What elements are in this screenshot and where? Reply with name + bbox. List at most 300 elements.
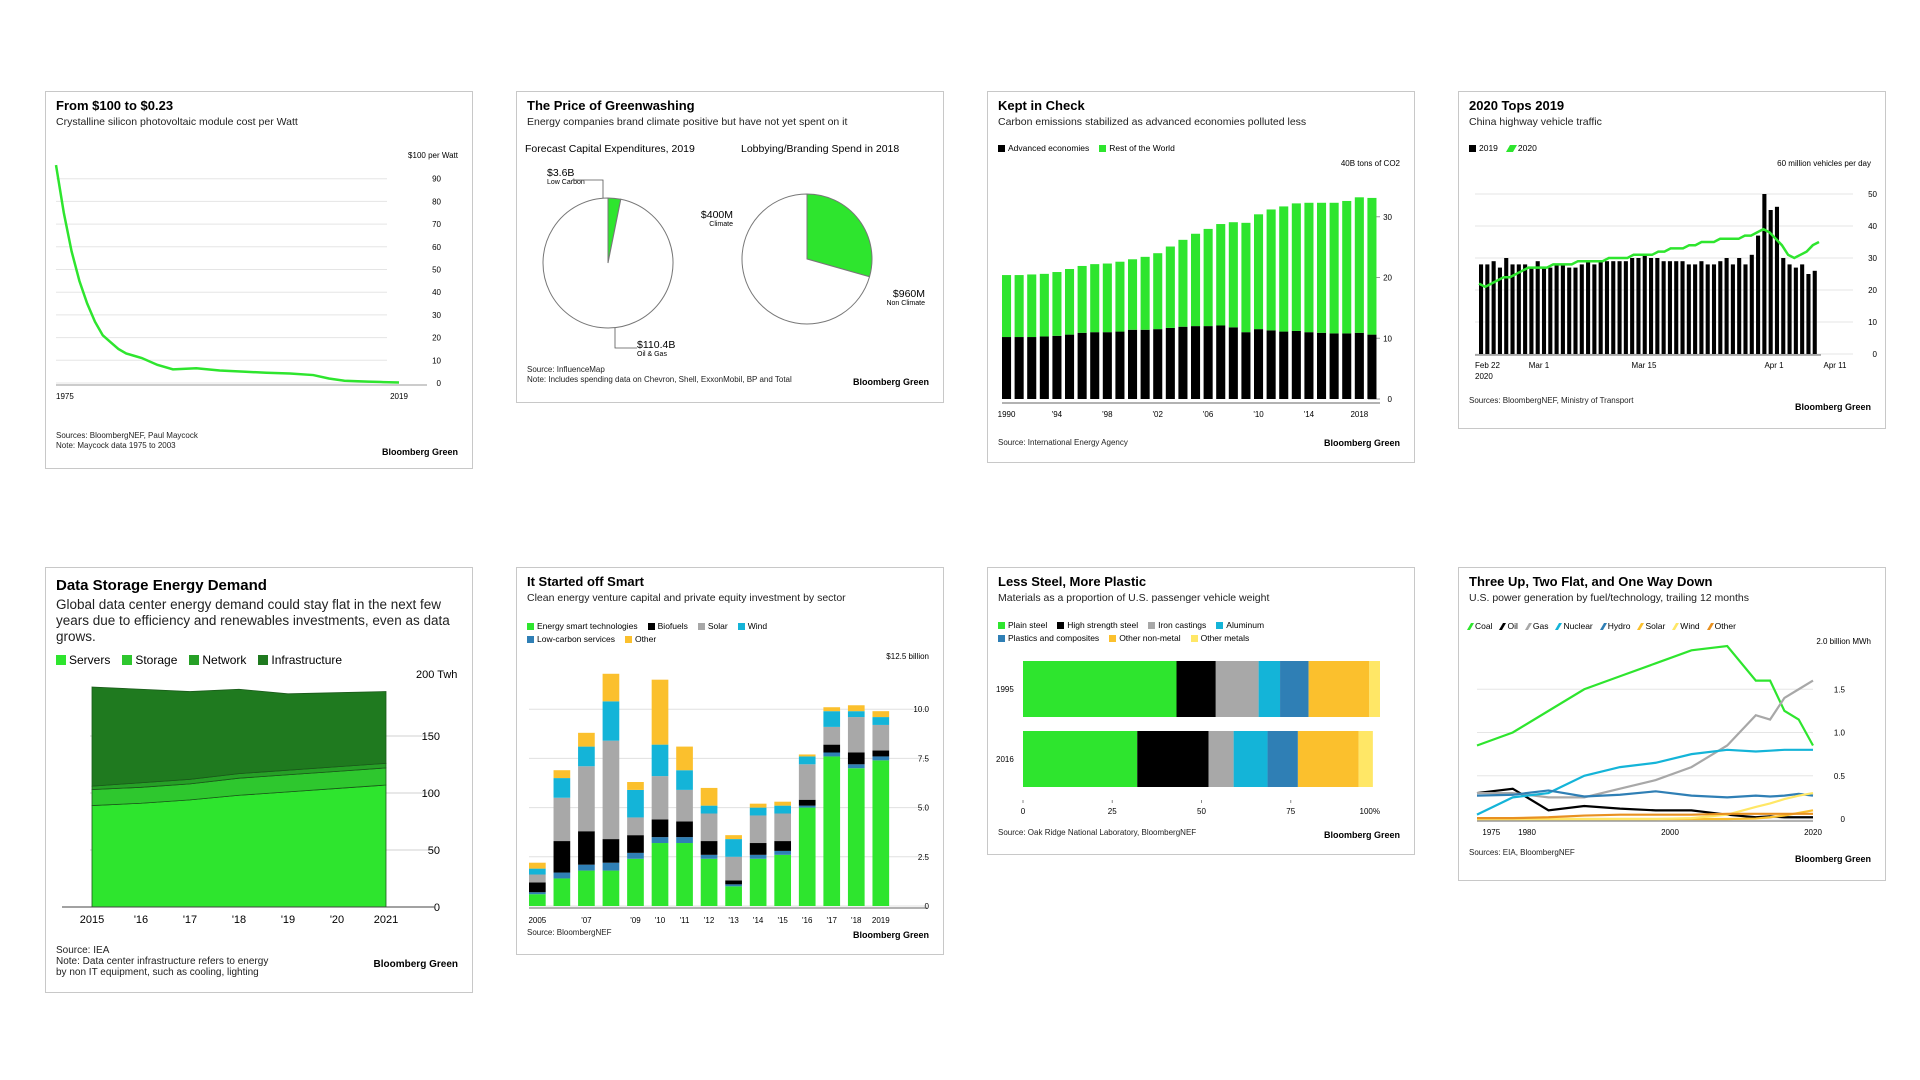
- legend-item: Plain steel: [998, 620, 1047, 630]
- y-tick-label: 0: [1387, 395, 1392, 404]
- bar-segment: [627, 853, 644, 859]
- vehicle-materials-bars: [988, 568, 1416, 856]
- bar-segment: [1268, 731, 1298, 787]
- x-tick-label: 2020: [1804, 828, 1822, 837]
- bar-2019: [1636, 258, 1640, 354]
- bar-segment: [529, 863, 546, 869]
- bar-segment: [848, 768, 865, 906]
- bar-segment: [676, 821, 693, 837]
- y-tick-label: 0: [436, 379, 441, 388]
- bar-segment: [799, 764, 816, 799]
- bar-segment: [774, 806, 791, 814]
- bar-segment: [603, 674, 620, 702]
- leader-line: [615, 328, 637, 348]
- bar-segment: [848, 705, 865, 711]
- bar-segment: [652, 843, 669, 906]
- legend-item: 2019: [1469, 143, 1498, 153]
- bar-2019: [1813, 271, 1817, 354]
- bar-segment: [1153, 329, 1162, 399]
- chart-subtitle: U.S. power generation by fuel/technology, trailing 12 months: [1469, 592, 1749, 604]
- legend-item: Solar: [1639, 621, 1665, 631]
- y-tick-label: 10: [1868, 318, 1877, 327]
- bar-segment: [554, 778, 571, 798]
- line-coal: [1477, 646, 1813, 745]
- bar-2019: [1630, 258, 1634, 354]
- bar-segment: [823, 707, 840, 711]
- bar-segment: [1002, 337, 1011, 399]
- x-tick-label: 1980: [1518, 828, 1536, 837]
- bar-segment: [725, 839, 742, 857]
- pv-cost-chart: [45, 91, 473, 469]
- bar-segment: [1027, 337, 1036, 399]
- bar-segment: [603, 701, 620, 740]
- bar-segment: [725, 884, 742, 886]
- legend-item: Advanced economies: [998, 143, 1089, 153]
- bar-segment: [701, 841, 718, 855]
- chart-title: 2020 Tops 2019: [1469, 98, 1565, 113]
- bar-segment: [529, 882, 546, 892]
- x-tick-label: 2021: [373, 914, 399, 926]
- bar-segment: [1178, 327, 1187, 399]
- y-tick-label: 20: [432, 333, 441, 343]
- bar-2019: [1674, 261, 1678, 354]
- legend-item: Other non-metal: [1109, 633, 1180, 643]
- brand-label: Bloomberg Green: [1794, 402, 1871, 412]
- bar-segment: [627, 817, 644, 835]
- legend-item: Energy smart technologies: [527, 621, 638, 631]
- power-generation-lines: [1459, 568, 1887, 882]
- bar-segment: [1153, 253, 1162, 329]
- legend-item: Solar: [698, 621, 728, 631]
- brand-label: Bloomberg Green: [1323, 830, 1400, 840]
- bar-segment: [676, 837, 693, 843]
- y-tick-label: 10: [1383, 334, 1392, 344]
- source-note: Source: Oak Ridge National Laboratory, BloombergNEF: [998, 828, 1197, 837]
- bar-2019: [1517, 264, 1521, 354]
- bar-segment: [1241, 223, 1250, 332]
- bar-2019: [1536, 261, 1540, 354]
- bar-segment: [848, 752, 865, 764]
- legend-item: Plastics and composites: [998, 633, 1099, 643]
- bar-segment: [1355, 197, 1364, 332]
- x-tick-label: '18: [231, 914, 247, 926]
- bar-segment: [1178, 240, 1187, 327]
- bar-segment: [1216, 224, 1225, 325]
- bar-segment: [1128, 330, 1137, 399]
- chart-subtitle: Crystalline silicon photovoltaic module cost per Watt: [56, 116, 298, 128]
- bar-segment: [1023, 661, 1177, 717]
- bar-segment: [578, 733, 595, 747]
- vehicle-materials-chart: [987, 567, 1415, 855]
- bar-segment: [1367, 198, 1376, 335]
- bar-segment: [1141, 257, 1150, 330]
- bar-segment: [676, 747, 693, 771]
- y-tick-label: 0: [433, 902, 440, 914]
- bar-segment: [1359, 731, 1373, 787]
- y-tick-label: 0: [1872, 350, 1877, 359]
- vehicle-traffic-chart: [1458, 91, 1886, 429]
- x-tick-label: 2000: [1661, 828, 1679, 837]
- source-note: Source: IEA Note: Data center infrastructure refers to energy by non IT equipment, such as cooling, lighting: [56, 945, 269, 978]
- bar-segment: [676, 843, 693, 906]
- chart-subtitle: Materials as a proportion of U.S. passenger vehicle weight: [998, 592, 1270, 604]
- legend-item: Gas: [1527, 621, 1549, 631]
- bar-segment: [1078, 266, 1087, 333]
- bar-segment: [1115, 332, 1124, 399]
- bar-segment: [774, 802, 791, 806]
- bar-segment: [652, 776, 669, 819]
- bar-segment: [799, 754, 816, 756]
- bar-segment: [872, 760, 889, 906]
- y-tick-label: 90: [432, 174, 441, 184]
- bar-2019: [1599, 261, 1603, 354]
- x-tick-label: Apr 1: [1764, 361, 1784, 370]
- y-tick-label: 2.5: [917, 852, 929, 862]
- chart-subtitle: Global data center energy demand could stay flat in the next few years due to efficiency and renewables investments, even as data grows.: [56, 597, 450, 644]
- bar-segment: [725, 835, 742, 839]
- x-tick-label: '20: [329, 914, 345, 926]
- legend-item: Hydro: [1602, 621, 1631, 631]
- bar-segment: [1078, 333, 1087, 399]
- right-pie-header: Lobbying/Branding Spend in 2018: [741, 143, 900, 155]
- bar-segment: [1065, 335, 1074, 399]
- y-tick-label: 100: [421, 788, 440, 800]
- source-note: Sources: BloombergNEF, Paul Maycock Note: Maycock data 1975 to 2003: [56, 431, 198, 450]
- bar-segment: [701, 859, 718, 906]
- bar-segment: [1330, 333, 1339, 399]
- bar-segment: [1304, 203, 1313, 332]
- bar-segment: [1216, 325, 1225, 399]
- bar-segment: [1141, 330, 1150, 399]
- bar-segment: [1040, 336, 1049, 399]
- legend-item: Iron castings: [1148, 620, 1206, 630]
- pie-slice: [543, 198, 673, 328]
- bar-2019: [1680, 261, 1684, 354]
- bar-segment: [1229, 222, 1238, 327]
- bar-segment: [1002, 275, 1011, 337]
- bar-segment: [1103, 264, 1112, 333]
- bar-segment: [774, 851, 791, 855]
- bar-segment: [750, 843, 767, 855]
- bar-segment: [1234, 731, 1268, 787]
- x-tick-label: '13: [728, 916, 739, 925]
- bar-2019: [1605, 261, 1609, 354]
- legend-item: Coal: [1469, 621, 1492, 631]
- y-tick-label: 5.0: [917, 803, 929, 813]
- bar-segment: [725, 880, 742, 884]
- y-tick-label: 0.5: [1833, 771, 1845, 781]
- slice-label: Climate: [709, 221, 733, 228]
- bar-2019: [1781, 258, 1785, 354]
- bar-segment: [603, 839, 620, 863]
- bar-2019: [1762, 194, 1766, 354]
- bar-segment: [1191, 326, 1200, 399]
- bar-segment: [1254, 214, 1263, 329]
- x-tick-label: Feb 22: [1475, 361, 1500, 370]
- bar-segment: [1040, 274, 1049, 337]
- bar-segment: [1115, 262, 1124, 332]
- bar-segment: [725, 857, 742, 881]
- x-tick-label: '16: [801, 916, 813, 925]
- legend-item: Wind: [738, 621, 767, 631]
- y-tick-label: 20: [1868, 286, 1877, 295]
- x-tick-label: '11: [679, 916, 690, 925]
- x-tick-label: '18: [851, 916, 862, 925]
- x-tick-label: 1975: [1482, 828, 1501, 837]
- bar-segment: [1052, 272, 1061, 336]
- bar-segment: [1209, 731, 1234, 787]
- bar-2019: [1492, 261, 1496, 354]
- bar-segment: [652, 819, 669, 837]
- bar-segment: [1355, 333, 1364, 399]
- chart-subtitle: China highway vehicle traffic: [1469, 116, 1602, 128]
- data-center-chart: [45, 567, 473, 993]
- legend-item: Storage: [122, 653, 177, 667]
- x-tick-label: '14: [752, 916, 764, 925]
- y-tick-label: 80: [432, 197, 441, 207]
- bar-segment: [652, 680, 669, 745]
- bar-segment: [529, 869, 546, 875]
- x-tick-label: '06: [1202, 410, 1214, 419]
- bar-segment: [750, 859, 767, 906]
- bar-segment: [1015, 275, 1024, 337]
- bar-segment: [872, 711, 889, 717]
- bar-2019: [1743, 264, 1747, 354]
- x-tick-label: '07: [581, 916, 592, 925]
- pv-cost-line: [56, 165, 399, 382]
- x-tick-label: '16: [133, 914, 149, 926]
- bar-segment: [799, 756, 816, 764]
- bar-segment: [823, 727, 840, 745]
- slice-value: $3.6B: [547, 167, 575, 179]
- source-note: Source: BloombergNEF: [527, 928, 612, 937]
- bar-2019: [1580, 264, 1584, 354]
- bar-segment: [1304, 332, 1313, 399]
- x-tick-label: '12: [703, 916, 715, 925]
- bar-2019: [1756, 236, 1760, 354]
- bar-2019: [1573, 268, 1577, 354]
- unit-label: $100 per Watt: [408, 151, 458, 160]
- y-tick-label: 7.5: [917, 754, 929, 764]
- bar-segment: [1027, 274, 1036, 337]
- slice-label: Low Carbon: [547, 179, 585, 186]
- power-generation-chart: [1458, 567, 1886, 881]
- bar-2019: [1611, 261, 1615, 354]
- bar-segment: [823, 752, 840, 756]
- bar-segment: [848, 717, 865, 752]
- bar-segment: [627, 859, 644, 906]
- y-tick-label: 70: [432, 220, 441, 230]
- bar-segment: [1292, 203, 1301, 331]
- slice-label: Non Climate: [886, 300, 925, 307]
- bar-2019: [1542, 268, 1546, 354]
- bar-segment: [529, 875, 546, 883]
- source-note: Source: International Energy Agency: [998, 438, 1128, 447]
- bar-segment: [1204, 326, 1213, 399]
- bar-segment: [848, 764, 865, 768]
- y-tick-label: 1995: [996, 685, 1014, 694]
- bar-2019: [1731, 264, 1735, 354]
- bar-2019: [1806, 274, 1810, 354]
- greenwashing-chart: [516, 91, 944, 403]
- slice-label: Oil & Gas: [637, 351, 667, 358]
- brand-label: Bloomberg Green: [1794, 854, 1871, 864]
- bar-segment: [529, 894, 546, 906]
- bar-segment: [1128, 259, 1137, 329]
- data-center-area: [46, 568, 474, 994]
- bar-segment: [1317, 333, 1326, 399]
- y-tick-label: 1.0: [1833, 728, 1845, 738]
- x-tick-label: 2015: [79, 914, 105, 926]
- bar-segment: [578, 871, 595, 906]
- bar-segment: [578, 831, 595, 864]
- legend-item: Other metals: [1191, 633, 1250, 643]
- bar-segment: [627, 782, 644, 790]
- bar-segment: [1367, 335, 1376, 399]
- y-tick-label: 40: [1868, 222, 1877, 231]
- x-tick-label: 100%: [1359, 807, 1380, 816]
- source-note: Source: InfluenceMap Note: Includes spending data on Chevron, Shell, ExxonMobil, BP and Total: [527, 365, 792, 384]
- x-tick-label: '02: [1152, 410, 1163, 419]
- bar-segment: [1259, 661, 1280, 717]
- unit-label: 2.0 billion MWh: [1816, 637, 1871, 646]
- bar-segment: [1241, 332, 1250, 399]
- left-pie-header: Forecast Capital Expenditures, 2019: [525, 143, 695, 155]
- bar-2019: [1718, 261, 1722, 354]
- x-tick-label: '98: [1102, 410, 1113, 419]
- bar-2019: [1561, 264, 1565, 354]
- bar-segment: [603, 741, 620, 839]
- bar-2019: [1788, 264, 1792, 354]
- bar-segment: [1204, 229, 1213, 326]
- x-tick-label: '94: [1051, 410, 1063, 419]
- vehicle-traffic-plot: [1459, 92, 1887, 430]
- y-tick-label: 2016: [996, 755, 1014, 764]
- bar-2019: [1712, 264, 1716, 354]
- bar-segment: [823, 711, 840, 727]
- x-tick-label: 25: [1107, 807, 1117, 816]
- bar-segment: [578, 747, 595, 767]
- bar-segment: [554, 841, 571, 872]
- y-tick-label: 50: [427, 845, 440, 857]
- legend-item: Servers: [56, 653, 110, 667]
- x-tick-label: 50: [1197, 807, 1206, 816]
- y-tick-label: 10: [432, 356, 441, 366]
- bar-segment: [1023, 731, 1137, 787]
- bar-segment: [1065, 269, 1074, 335]
- bar-2019: [1794, 268, 1798, 354]
- bar-2019: [1548, 268, 1552, 354]
- bar-segment: [1292, 331, 1301, 399]
- x-tick-label: '15: [777, 916, 788, 925]
- bar-2019: [1750, 255, 1754, 354]
- bar-segment: [1280, 661, 1309, 717]
- bar-segment: [1166, 328, 1175, 399]
- legend-item: Oil: [1501, 621, 1517, 631]
- bar-2019: [1529, 268, 1533, 354]
- bar-segment: [1309, 661, 1370, 717]
- legend-item: Rest of the World: [1099, 143, 1175, 153]
- bar-2019: [1624, 261, 1628, 354]
- bar-2019: [1643, 255, 1647, 354]
- venture-capital-chart: [516, 567, 944, 955]
- bar-2019: [1775, 207, 1779, 354]
- bar-segment: [872, 725, 889, 751]
- bar-segment: [1137, 731, 1208, 787]
- legend-item: 2020: [1508, 143, 1537, 153]
- y-tick-label: 50: [432, 265, 441, 275]
- chart-subtitle: Carbon emissions stabilized as advanced economies polluted less: [998, 116, 1307, 128]
- x-tick-label: '10: [654, 916, 666, 925]
- legend-item: Low-carbon services: [527, 634, 615, 644]
- bar-segment: [627, 790, 644, 818]
- bar-2019: [1592, 264, 1596, 354]
- y-tick-label: 60: [432, 242, 441, 252]
- x-tick-label: '19: [280, 914, 296, 926]
- bar-segment: [1052, 336, 1061, 399]
- x-tick-label: '09: [630, 916, 641, 925]
- slice-value: $400M: [700, 209, 733, 221]
- x-tick-label: 2005: [528, 916, 547, 925]
- legend-item: Nuclear: [1557, 621, 1592, 631]
- unit-label: 40B tons of CO2: [1340, 159, 1400, 168]
- bar-segment: [701, 806, 718, 814]
- bar-2019: [1555, 264, 1559, 354]
- bar-2019: [1618, 261, 1622, 354]
- x-tick-label: 1975: [56, 392, 74, 401]
- venture-capital-bars: [517, 568, 945, 956]
- bar-2019: [1706, 264, 1710, 354]
- bar-segment: [750, 804, 767, 808]
- bar-segment: [1103, 332, 1112, 399]
- bar-segment: [603, 863, 620, 871]
- bar-2019: [1725, 258, 1729, 354]
- chart-title: The Price of Greenwashing: [527, 98, 695, 113]
- y-tick-label: 0: [1840, 815, 1845, 824]
- bar-segment: [554, 798, 571, 841]
- bar-segment: [848, 711, 865, 717]
- y-tick-label: 20: [1383, 273, 1392, 283]
- bar-segment: [774, 841, 791, 851]
- bar-segment: [1254, 329, 1263, 399]
- bar-segment: [1342, 201, 1351, 333]
- brand-label: Bloomberg Green: [373, 959, 458, 970]
- bar-2019: [1687, 264, 1691, 354]
- bar-2019: [1800, 264, 1804, 354]
- bar-segment: [1015, 337, 1024, 399]
- bar-segment: [1267, 330, 1276, 399]
- brand-label: Bloomberg Green: [381, 447, 458, 457]
- chart-title: From $100 to $0.23: [56, 98, 174, 113]
- legend-item: High strength steel: [1057, 620, 1138, 630]
- y-tick-label: 10.0: [913, 705, 929, 715]
- bar-2019: [1485, 264, 1489, 354]
- bar-segment: [725, 886, 742, 906]
- bar-segment: [554, 770, 571, 778]
- brand-label: Bloomberg Green: [852, 930, 929, 940]
- bar-segment: [676, 790, 693, 821]
- legend-item: Wind: [1674, 621, 1699, 631]
- y-tick-label: 150: [421, 731, 440, 743]
- bar-2019: [1567, 268, 1571, 354]
- chart-title: It Started off Smart: [527, 574, 645, 589]
- source-note: Sources: BloombergNEF, Ministry of Transport: [1469, 396, 1634, 405]
- bar-segment: [652, 837, 669, 843]
- bar-segment: [774, 814, 791, 842]
- x-tick-label: Mar 1: [1528, 361, 1550, 370]
- bar-segment: [627, 835, 644, 853]
- line-gas: [1477, 681, 1813, 798]
